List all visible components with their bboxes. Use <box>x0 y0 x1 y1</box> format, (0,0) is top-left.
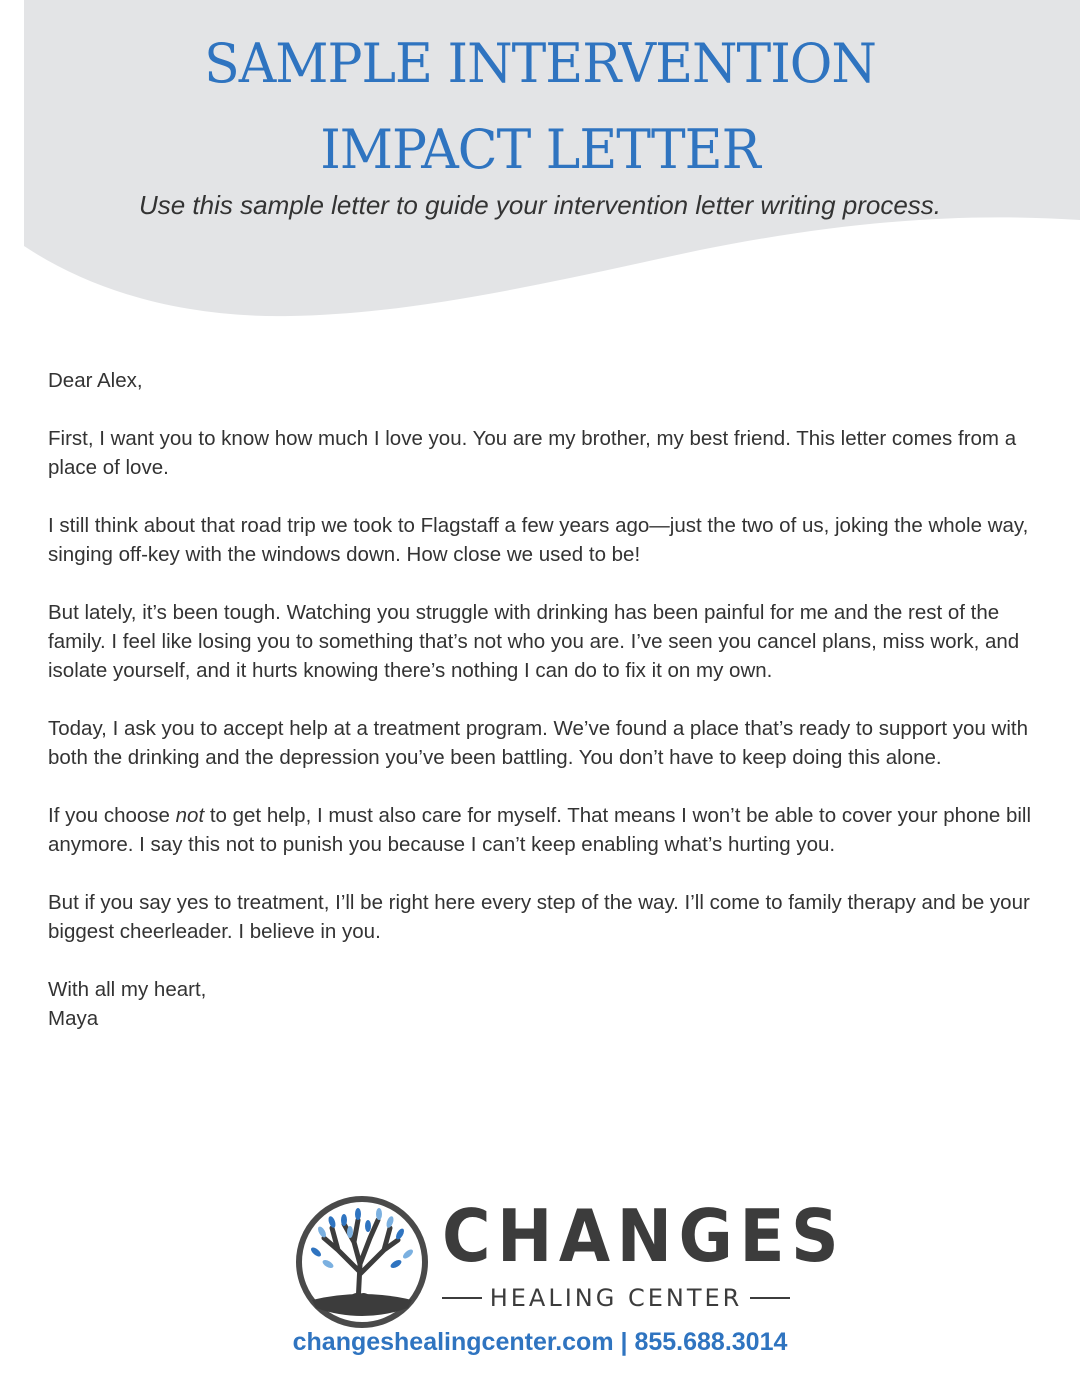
footer-contact <box>0 1328 1080 1357</box>
logo-subtitle-text: HEALING CENTER <box>489 1284 743 1312</box>
page-subtitle: Use this sample letter to guide your intervention letter writing process. <box>138 190 942 220</box>
letter-paragraph-5-start: If you choose <box>48 804 176 827</box>
letter-paragraph-6: But if you say yes to treatment, I’ll be right here every step of the way. I’ll come to family therapy and be your biggest cheerleader. I believe in you. <box>48 891 1030 943</box>
letter-greeting: Dear Alex, <box>48 369 143 392</box>
letter-paragraph-3: But lately, it’s been tough. Watching you struggle with drinking has been painful for me and the rest of the family. I feel like losing you to something that’s not who you are. I’ve seen you cancel plans, miss work, and isolate yourself, and it hurts knowing there’s nothing I can do to fix it on my own. <box>48 601 1020 682</box>
letter-paragraph-5-end: to get help, I must also care for myself. That means I won’t be able to cover your phone bill anymore. I say this not to punish you because I can’t keep enabling what’s hurting you. <box>48 804 1032 856</box>
page-title-line-1: SAMPLE INTERVENTION <box>204 32 876 96</box>
letter-paragraph-2: I still think about that road trip we took to Flagstaff a few years ago—just the two of us, joking the whole way, singing off-key with the windows down. How close we used to be! <box>48 514 1029 566</box>
letter-paragraph-4: Today, I ask you to accept help at a treatment program. We’ve found a place that’s ready to support you with both the drinking and the depression you’ve been battling. You don’t have to keep doing this alone. <box>48 717 1028 769</box>
letter-signature: Maya <box>48 1007 99 1030</box>
logo-subtitle <box>442 1284 790 1312</box>
footer-website-link[interactable]: changeshealingcenter.com <box>292 1328 614 1356</box>
footer-separator: | <box>613 1328 635 1356</box>
logo-wordmark: CHANGES <box>442 1194 846 1278</box>
footer-phone[interactable]: 855.688.3014 <box>634 1328 788 1356</box>
letter-paragraph-5 <box>48 801 1038 859</box>
logo-rule-right <box>750 1297 790 1299</box>
letter-paragraph-5-emphasis: not <box>175 804 205 827</box>
page-title-line-2: IMPACT LETTER <box>320 118 760 182</box>
letter-body <box>48 366 1038 1033</box>
letter-paragraph-1: First, I want you to know how much I love you. You are my brother, my best friend. This letter comes from a place of love. <box>48 427 1017 479</box>
logo-rule-left <box>442 1297 482 1299</box>
letter-closing: With all my heart, <box>48 978 207 1001</box>
